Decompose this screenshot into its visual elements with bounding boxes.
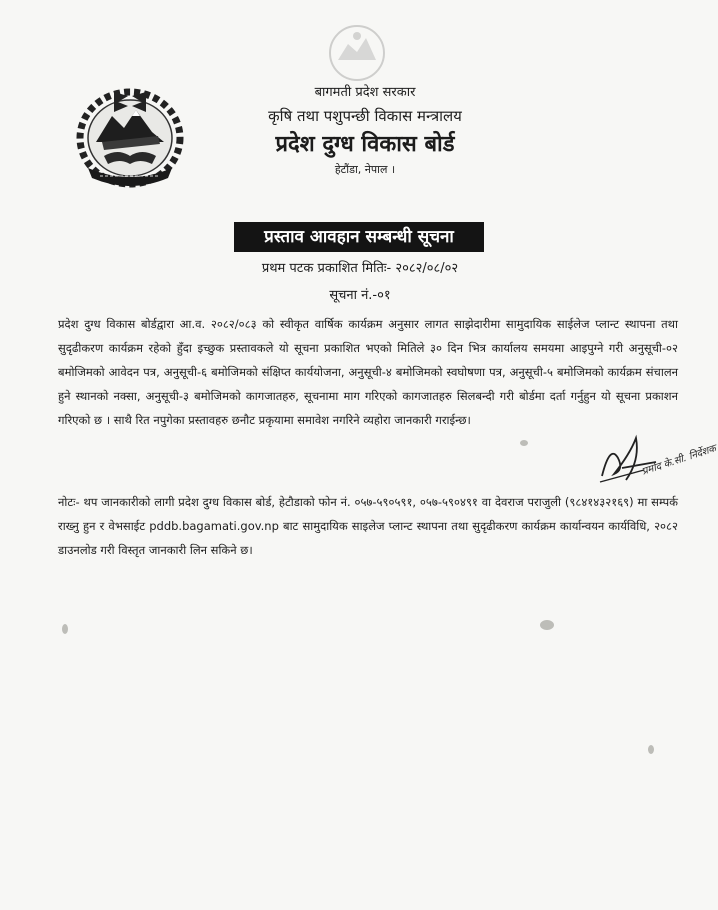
footer-note: नोटः- थप जानकारीको लागी प्रदेश दुग्ध विकास बोर्ड, हेटौडाको फोन नं. ०५७-५९०५९१, ०५७-५९०४९१ वा देवराज पराजुली (९८४१४३२१६९) मा सम्पर्क राख्नु हुन र वेभसाईट pddb.bagamati.gov.np बाट सामुदायिक साइलेज प्लान्ट स्थापना तथा सुदृढीकरण कार्यक्रम कार्यान्वयन कार्यविधि, २०८२ डाउनलोड गरी विस्तृत जानकारी लिन सकिने छ।: [58, 495, 678, 557]
watermark-emblem-icon: [326, 22, 388, 84]
scan-speck: [520, 440, 528, 446]
scan-speck: [648, 745, 654, 754]
notice-title: प्रस्ताव आवहान सम्बन्धी सूचना: [234, 222, 484, 252]
notice-body: प्रदेश दुग्ध विकास बोर्डद्वारा आ.व. २०८२/०८३ को स्वीकृत वार्षिक कार्यक्रम अनुसार लागत साझेदारीमा सामुदायिक साईलेज प्लान्ट स्थापना तथा सुदृढीकरण कार्यक्रम रहेको हुँदा इच्छुक प्रस्तावकले यो सूचना प्रकाशित भएको मितिले ३० दिन भित्र कार्यालय समयमा आइपुग्ने गरी अनुसूची-०२ बमोजिमको आवेदन पत्र, अनुसूची-६ बमोजिमको संक्षिप्त कार्ययोजना, अनुसूची-४ बमोजिमको स्वघोषणा पत्र, अनुसूची-५ बमोजिमको कार्यक्रम संचालन हुने स्थानको नक्सा, अनुसूची-३ बमोजिमको कागजातहरु, सूचनामा माग गरिएको कागजातहरु सिलबन्दी गरी बोर्डमा दर्ता गर्नुहुन यो सूचना प्रकाशन गरिएको छ । साथै रित नपुगेका प्रस्तावहरु छनौट प्रकृयामा समावेश नगरिने व्यहोरा जानकारी गराईन्छ।: [58, 317, 678, 427]
nepal-emblem-icon: [74, 82, 186, 190]
notice-number: सूचना नं.-०१: [329, 288, 391, 303]
letterhead: [230, 84, 500, 178]
board-name: प्रदेश दुग्ध विकास बोर्ड: [275, 132, 455, 157]
scan-speck: [540, 620, 554, 630]
scan-speck: [62, 624, 68, 634]
ministry-name: कृषि तथा पशुपन्छी विकास मन्त्रालय: [268, 107, 462, 125]
government-name: बागमती प्रदेश सरकार: [314, 85, 416, 100]
signature-name: प्रमोद के.सी. निर्देशक: [640, 443, 718, 478]
publish-date: प्रथम पटक प्रकाशित मितिः- २०८२/०८/०२: [261, 261, 459, 276]
office-address: हेटौंडा, नेपाल ।: [334, 163, 396, 176]
